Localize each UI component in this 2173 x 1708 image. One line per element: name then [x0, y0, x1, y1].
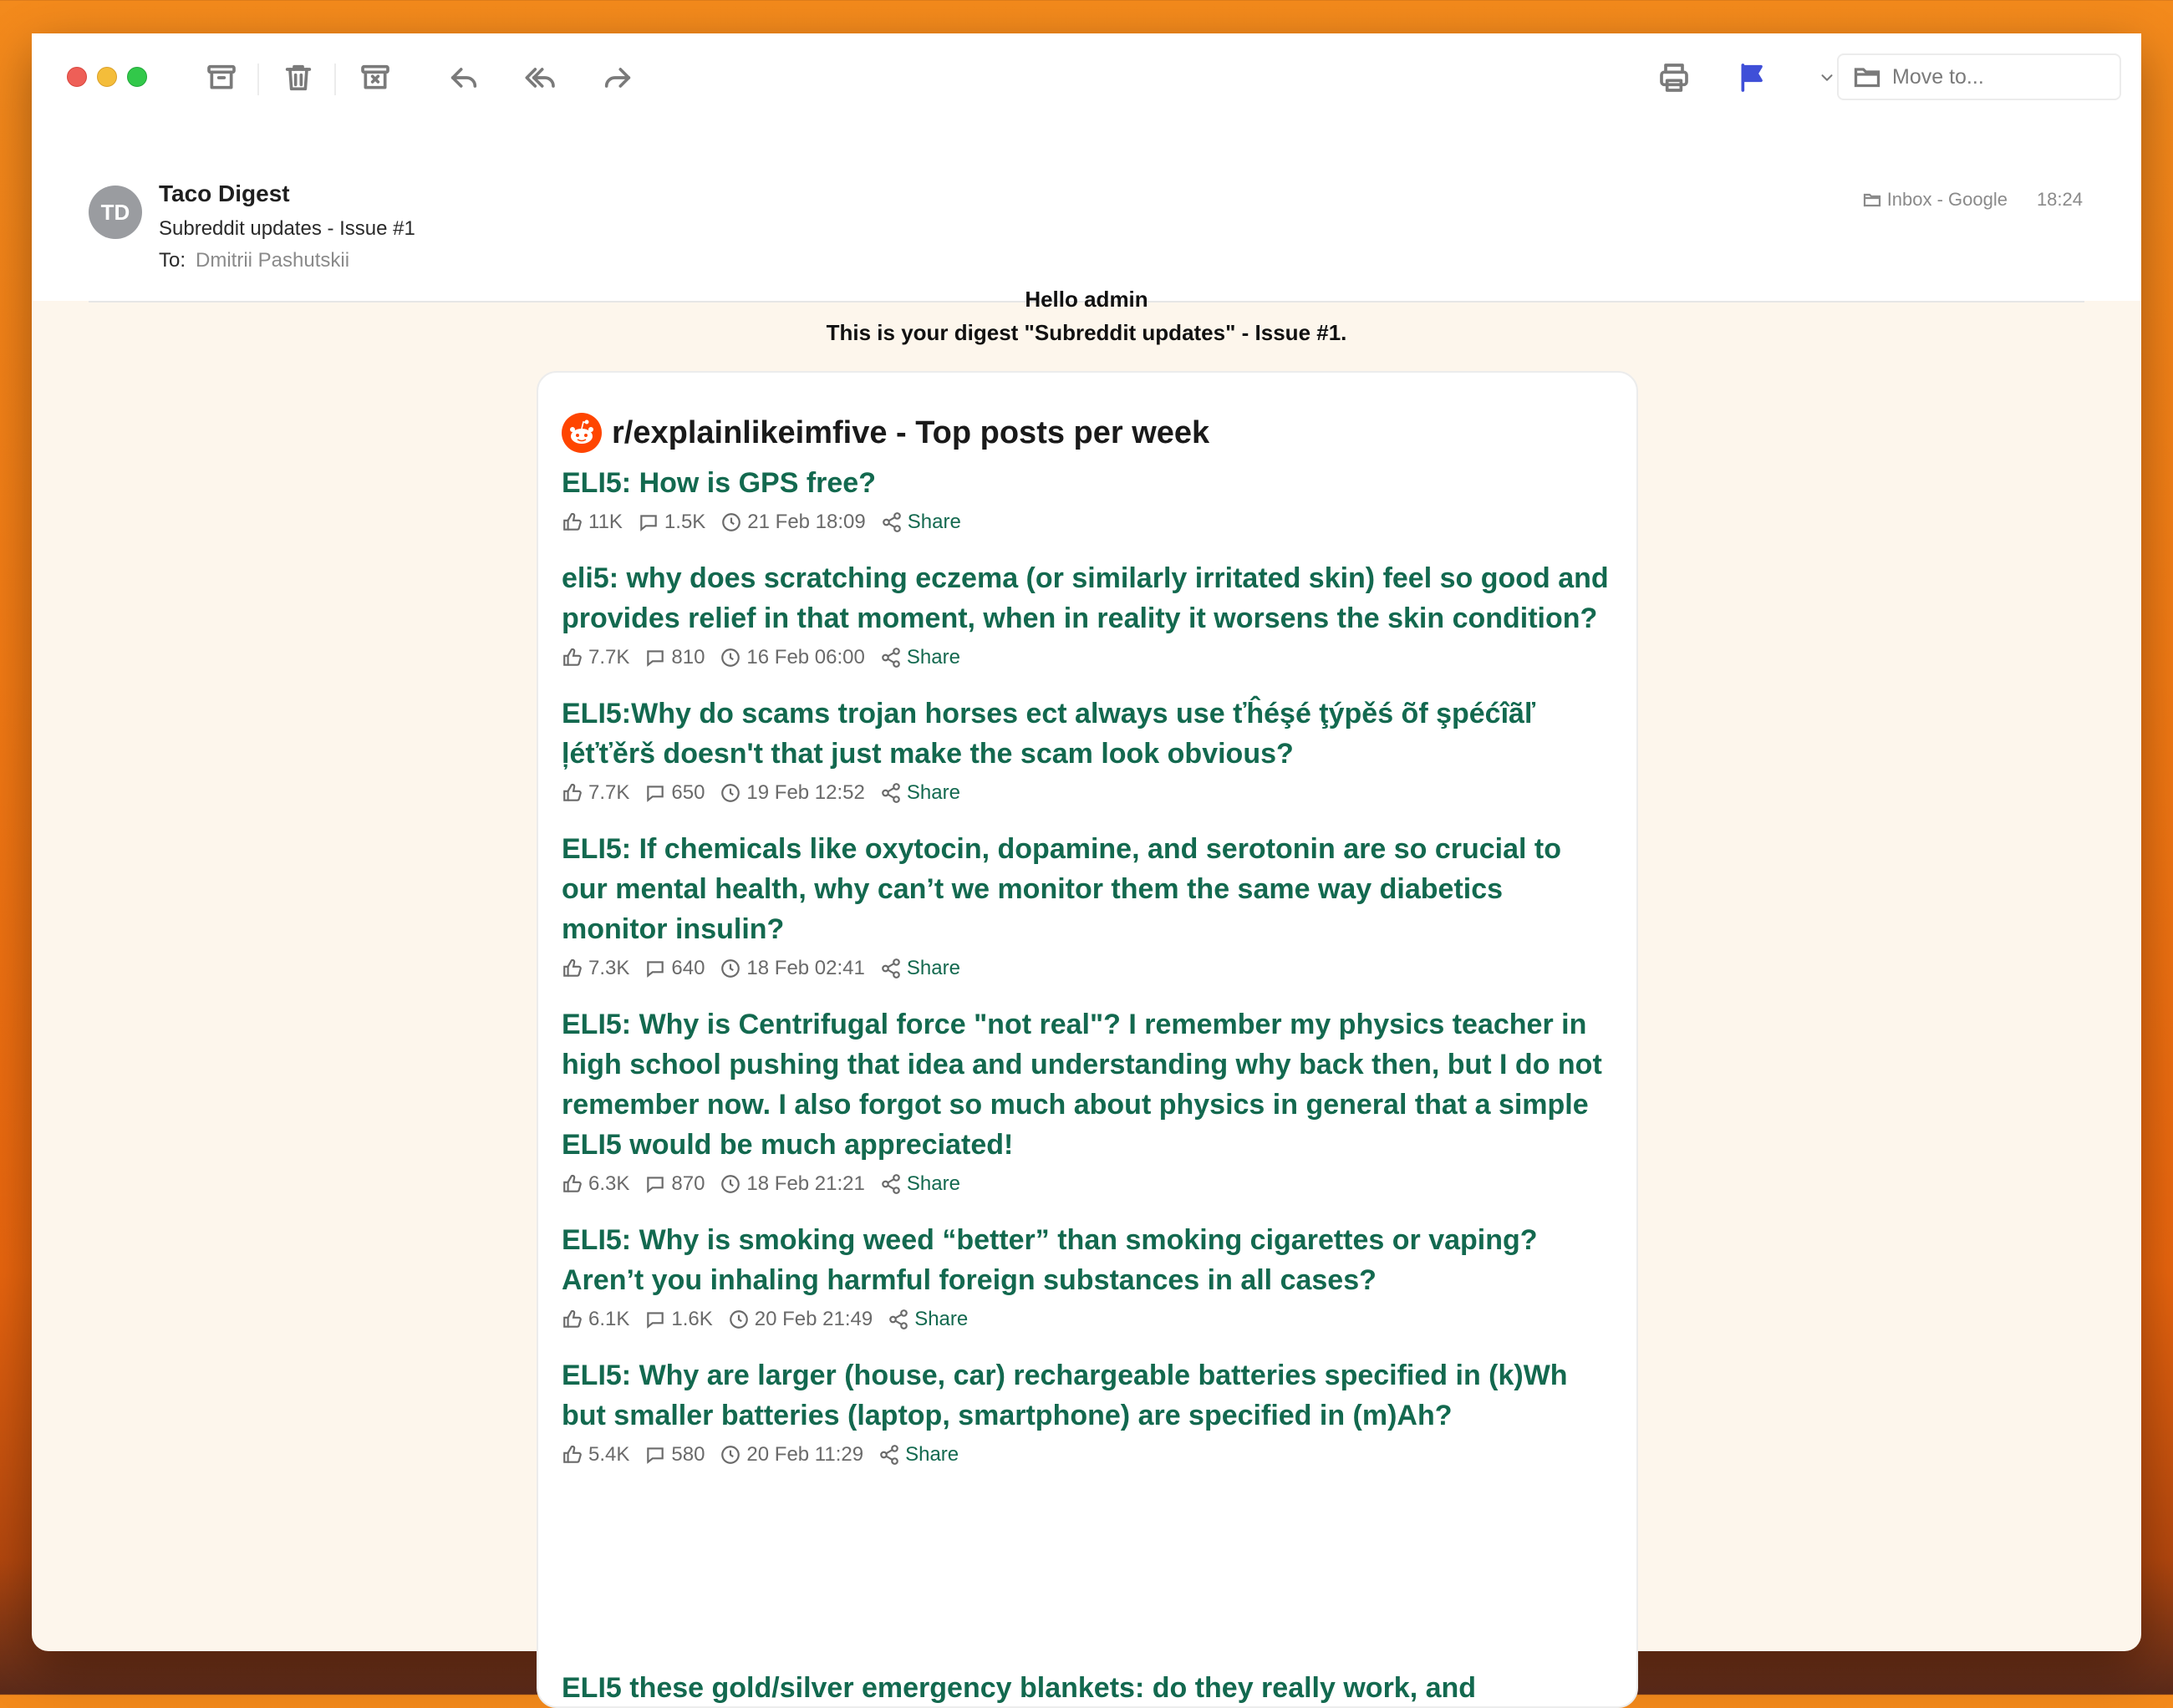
share-link[interactable]: Share [880, 781, 960, 805]
post-item [562, 1220, 1613, 1339]
share-icon [880, 958, 902, 979]
clock-icon [720, 782, 741, 804]
clock-icon [720, 1444, 741, 1466]
post-date: 20 Feb 21:49 [728, 1308, 873, 1331]
post-meta [562, 1165, 1613, 1203]
thumbs-up-icon [562, 1309, 583, 1330]
share-icon [880, 1173, 902, 1195]
post-meta [562, 503, 1613, 541]
comment-icon [638, 511, 659, 533]
move-to-button[interactable] [1837, 53, 2121, 100]
post-meta [562, 774, 1613, 812]
post-item [562, 1355, 1613, 1474]
clock-icon [728, 1309, 750, 1330]
comments-count: 580 [644, 1443, 705, 1467]
reply-icon[interactable] [443, 57, 485, 99]
message-header [32, 120, 2141, 301]
post-list [562, 463, 1613, 1474]
share-icon [888, 1309, 909, 1330]
post-date: 19 Feb 12:52 [720, 781, 864, 805]
post-date: 21 Feb 18:09 [720, 511, 865, 534]
likes-count: 6.3K [562, 1172, 629, 1196]
toolbar-divider [334, 64, 336, 95]
likes-count: 11K [562, 511, 623, 534]
close-window-button[interactable] [67, 67, 87, 87]
minimize-window-button[interactable] [97, 67, 117, 87]
zoom-window-button[interactable] [127, 67, 147, 87]
junk-icon[interactable] [354, 57, 396, 99]
message-subject: Subreddit updates - Issue #1 [159, 217, 415, 240]
recipient-line [159, 249, 349, 272]
greeting-line: Hello admin [1025, 287, 1148, 312]
post-title[interactable]: ELI5: Why are larger (house, car) rechargeable batteries specified in (k)Wh but smaller batteries (laptop, smartphone) are specified in (m)Ah? [562, 1360, 1568, 1431]
likes-count: 7.7K [562, 781, 629, 805]
post-date: 20 Feb 11:29 [720, 1443, 863, 1467]
folder-icon [1862, 190, 1882, 210]
post-title[interactable]: ELI5: Why is Centrifugal force "not real"? I remember my physics teacher in high school pushing that idea and understanding why back then, but I do not remember now. I also forgot so much about physics in general that a simple ELI5 would be much appreciated! [562, 1009, 1602, 1161]
flag-icon[interactable] [1732, 57, 1774, 99]
section-title-text: r/explainlikeimfive - Top posts per week [612, 414, 1210, 450]
post-title[interactable]: ELI5: If chemicals like oxytocin, dopamine, and serotonin are so crucial to our mental health, why can’t we monitor them the same way diabetics monitor insulin? [562, 833, 1561, 945]
post-date: 18 Feb 21:21 [720, 1172, 864, 1196]
comments-count: 1.6K [644, 1308, 712, 1331]
post-title[interactable]: ELI5: How is GPS free? [562, 467, 876, 499]
comment-icon [644, 647, 666, 668]
clock-icon [720, 1173, 741, 1195]
post-item [562, 694, 1613, 812]
to-label: To: [159, 249, 186, 272]
mail-window [32, 33, 2141, 1704]
comments-count: 1.5K [638, 511, 705, 534]
likes-count: 7.3K [562, 957, 629, 980]
post-title[interactable]: ELI5: Why is smoking weed “better” than smoking cigarettes or vaping? Aren’t you inhaling harmful foreign substances in all cases? [562, 1224, 1538, 1296]
comments-count: 810 [644, 646, 705, 669]
recipient-name[interactable]: Dmitrii Pashutskii [196, 249, 350, 272]
share-icon [881, 511, 903, 533]
comment-icon [644, 958, 666, 979]
share-link[interactable]: Share [880, 646, 960, 669]
post-item [562, 558, 1613, 677]
clock-icon [720, 647, 741, 668]
mailbox-name: Inbox - Google [1886, 189, 2008, 210]
likes-count: 6.1K [562, 1308, 629, 1331]
post-meta [562, 638, 1613, 677]
archive-icon[interactable] [201, 57, 242, 99]
post-title[interactable]: eli5: why does scratching eczema (or similarly irritated skin) feel so good and provides relief in that moment, when in reality it worsens the skin condition? [562, 562, 1609, 634]
toolbar [32, 33, 2141, 120]
reply-all-icon[interactable] [520, 57, 562, 99]
post-meta [562, 1436, 1613, 1474]
thumbs-up-icon [562, 782, 583, 804]
post-item [562, 463, 1613, 541]
digest-card [537, 371, 1638, 1708]
print-icon[interactable] [1653, 57, 1695, 99]
folder-icon [1852, 62, 1882, 92]
post-meta [562, 1300, 1613, 1339]
message-time: 18:24 [2036, 189, 2083, 210]
thumbs-up-icon [562, 647, 583, 668]
post-date: 16 Feb 06:00 [720, 646, 864, 669]
post-meta [562, 949, 1613, 988]
move-to-label: Move to... [1892, 64, 1984, 89]
clock-icon [720, 511, 742, 533]
comments-count: 640 [644, 957, 705, 980]
comments-count: 870 [644, 1172, 705, 1196]
comment-icon [644, 1173, 666, 1195]
sender-name[interactable]: Taco Digest [159, 180, 290, 206]
share-link[interactable]: Share [880, 957, 960, 980]
mailbox-label[interactable] [1862, 189, 2008, 211]
post-title[interactable]: ELI5:Why do scams trojan horses ect always use ťĥéşé ţýpěś õf şpéćîãľ ļéťťěrš doesn't that just make the scam look obvious? [562, 698, 1536, 770]
section-title [562, 409, 1613, 456]
thumbs-up-icon [562, 958, 583, 979]
likes-count: 5.4K [562, 1443, 629, 1467]
clock-icon [720, 958, 741, 979]
digest-greeting [32, 282, 2141, 349]
intro-line: This is your digest "Subreddit updates" - Issue #1. [826, 320, 1347, 345]
reddit-logo-icon [562, 413, 602, 453]
share-icon [880, 782, 902, 804]
share-link[interactable]: Share [878, 1443, 959, 1467]
comment-icon [644, 782, 666, 804]
comment-icon [644, 1309, 666, 1330]
trash-icon[interactable] [277, 57, 319, 99]
toolbar-divider [257, 64, 259, 95]
comment-icon [644, 1444, 666, 1466]
post-date: 18 Feb 02:41 [720, 957, 864, 980]
thumbs-up-icon [562, 1173, 583, 1195]
share-link[interactable]: Share [881, 511, 961, 534]
avatar: TD [89, 186, 142, 239]
cut-off-post-title[interactable]: ELI5 these gold/silver emergency blankets: do they really work, and [562, 1672, 1477, 1704]
post-item [562, 1004, 1613, 1203]
comments-count: 650 [644, 781, 705, 805]
share-icon [880, 647, 902, 668]
thumbs-up-icon [562, 1444, 583, 1466]
forward-icon[interactable] [597, 57, 639, 99]
share-icon [878, 1444, 900, 1466]
share-link[interactable]: Share [888, 1308, 968, 1331]
share-link[interactable]: Share [880, 1172, 960, 1196]
thumbs-up-icon [562, 511, 583, 533]
post-item [562, 829, 1613, 988]
likes-count: 7.7K [562, 646, 629, 669]
